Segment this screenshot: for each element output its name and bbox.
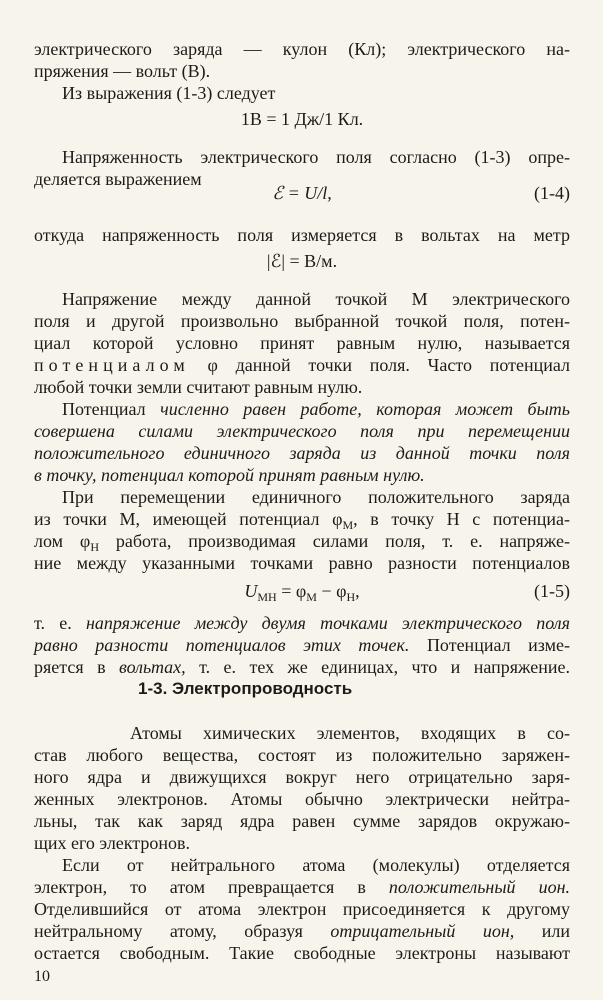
text-line: циал которой условно принят равным нулю, называется	[34, 333, 570, 353]
text-line: совершена силами электрического поля при перемещении	[34, 421, 570, 441]
text-line: ного ядра и движущихся вокруг него отрицательно заря-	[34, 767, 570, 787]
text-line: любой точки земли считают равным нулю.	[34, 377, 363, 397]
text-line: Отделившийся от атома электрон присоединяется к другому	[34, 899, 570, 919]
text-line: льны, так как заряд ядра равен сумме зарядов окружаю-	[34, 811, 570, 831]
text-line: став любого вещества, состоят из положительно заряжен-	[34, 745, 570, 765]
equation-formula: $U_{MH} = \varphi_M - \varphi_H$,	[244, 581, 360, 604]
text-line: женных электронов. Атомы обычно электрически нейтра-	[34, 789, 570, 809]
text-line: ние между указанными точками равно разности потенциалов	[34, 553, 570, 573]
text-line: лом $\varphi_H$ работа, производимая силами поля, т. е. напряже-	[34, 531, 570, 554]
text-line: электрического заряда — кулон (Кл); электрического на-	[34, 39, 570, 59]
text-line: пряжения — вольт (В).	[34, 61, 211, 81]
spaced-term: потенциалом	[34, 355, 190, 375]
equation-unit-field: |ℰ| = В/м.	[266, 251, 338, 271]
text-line: электрон, то атом превращается в положительный ион.	[34, 877, 571, 897]
text-line: ряется в вольтах, т. е. тех же единицах, что и напряжение.	[34, 657, 571, 677]
text-line: Потенциал численно равен работе, которая может быть	[62, 399, 570, 419]
text-line: положительного единичного заряда из данной точки поля	[34, 443, 570, 463]
equation-1-4	[34, 182, 570, 206]
text-line: деляется выражением	[34, 169, 202, 189]
page-number: 10	[34, 968, 50, 985]
equation-formula: ℰ = U/l,	[272, 183, 332, 203]
equation-unit-volt: 1В = 1 Дж/1 Кл.	[240, 109, 364, 129]
text-line: Атомы химических элементов, входящих в со-	[130, 723, 570, 743]
text-line: остается свободным. Такие свободные электроны называют	[34, 943, 570, 963]
section-heading: 1-3. Электропроводность	[138, 679, 353, 698]
equation-number: (1-4)	[534, 183, 570, 203]
text-line: откуда напряженность поля измеряется в вольтах на метр	[34, 225, 570, 245]
text-line: щих его электронов.	[34, 833, 191, 853]
text-line: Напряженность электрического поля согласно (1-3) опре-	[62, 147, 570, 167]
text-line: поля и другой произвольно выбранной точкой поля, потен-	[34, 311, 570, 331]
text-line: из точки M, имеющей потенциал $\varphi_M$, в точку H с потенциа-	[34, 509, 571, 532]
text-line: При перемещении единичного положительного заряда	[62, 487, 570, 507]
text-line: т. е. напряжение между двумя точками электрического поля	[34, 613, 570, 633]
text-line: нейтральному атому, образуя отрицательный ион, или	[34, 921, 570, 941]
text-line: Напряжение между данной точкой M электрического	[62, 289, 570, 309]
text-line: в точку, потенциал которой принят равным нулю.	[34, 465, 425, 485]
text-line: потенциалом φ данной точки поля. Часто потенциал	[34, 355, 570, 375]
text-line: равно разности потенциалов этих точек. Потенциал изме-	[34, 635, 570, 655]
text-line: Из выражения (1-3) следует	[62, 83, 276, 103]
equation-number: (1-5)	[534, 581, 570, 601]
equation-1-5	[34, 580, 570, 604]
text-line: Если от нейтрального атома (молекулы) отделяется	[62, 855, 570, 875]
